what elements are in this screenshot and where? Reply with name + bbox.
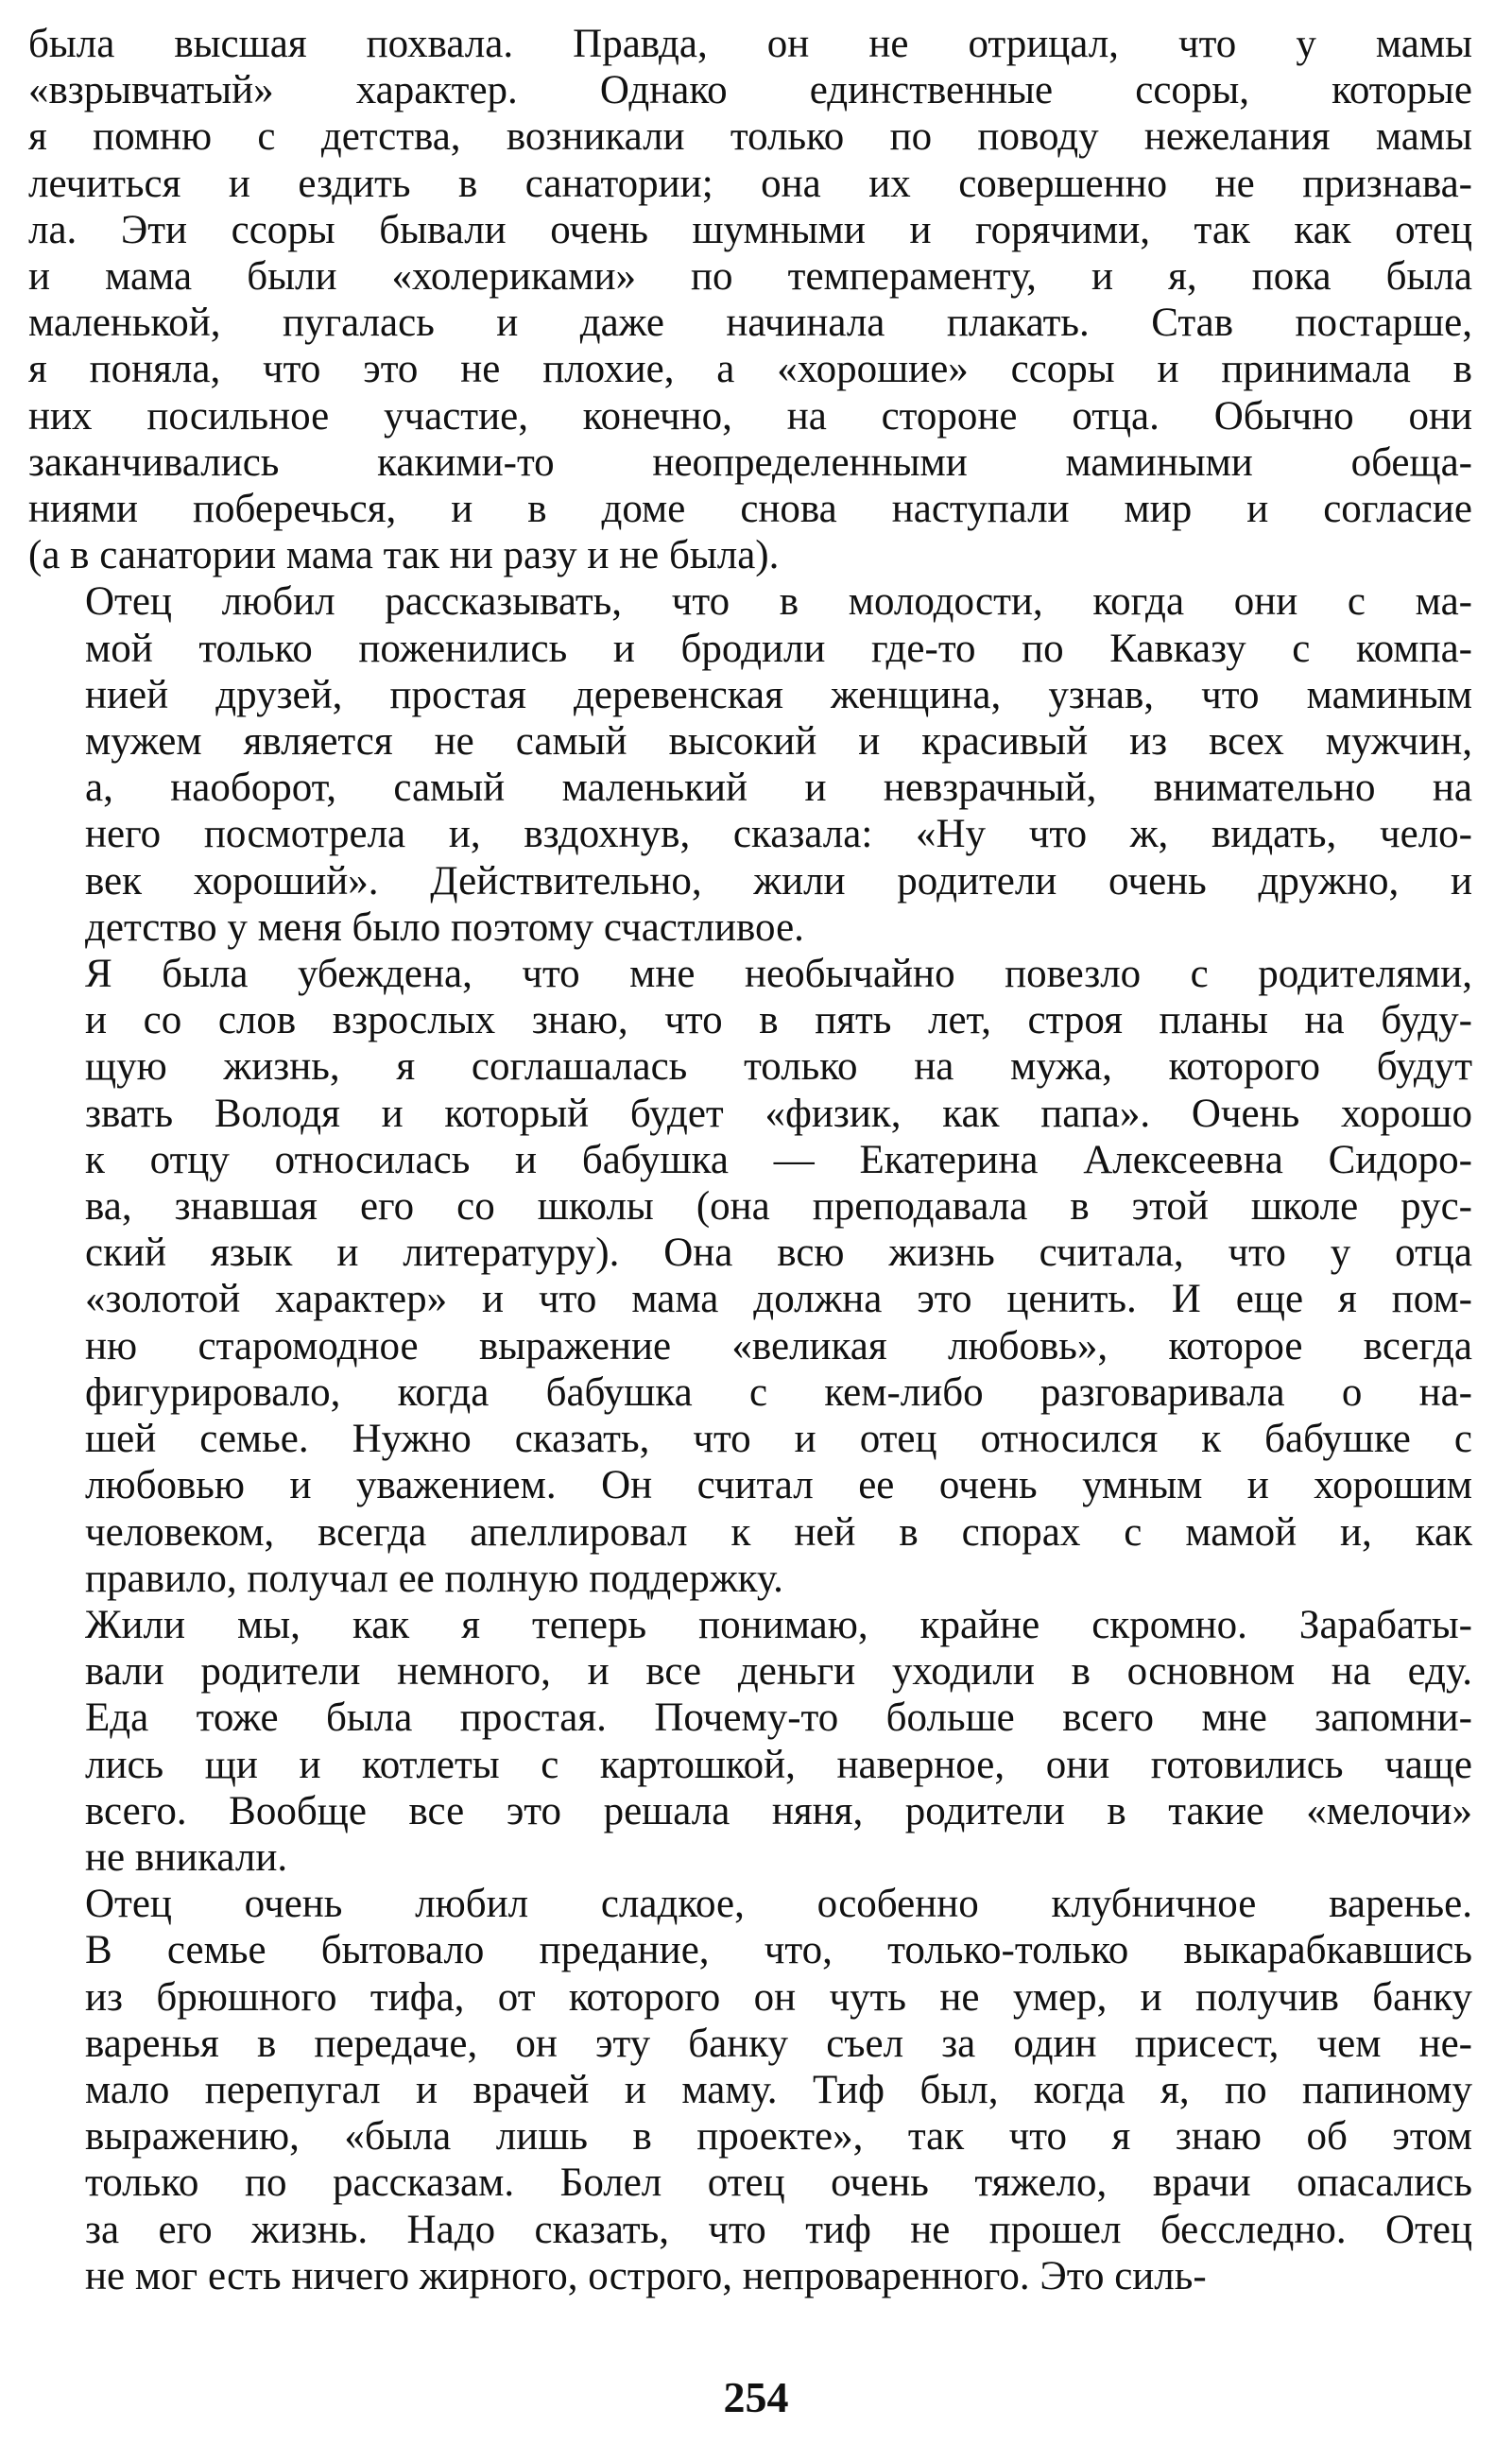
- text-line: ла. Эти ссоры бывали очень шумными и горячими, так как отец: [28, 207, 1472, 252]
- text-line: Я была убеждена, что мне необычайно повезло с родителями,: [85, 952, 1472, 997]
- text-line: всего. Вообще все это решала няня, родители в такие «мелочи»: [85, 1788, 1472, 1833]
- paragraph: [28, 1602, 1472, 1881]
- text-line: вали родители немного, и все деньги уходили в основном на еду.: [85, 1649, 1472, 1695]
- text-line: и со слов взрослых знаю, что в пять лет, строя планы на буду-: [85, 998, 1472, 1043]
- text-line: лечиться и ездить в санатории; она их совершенно не признава-: [28, 161, 1472, 206]
- text-line: к отцу относилась и бабушка — Екатерина Алексеевна Сидоро-: [85, 1137, 1472, 1182]
- text-line: не мог есть ничего жирного, острого, непроваренного. Это силь-: [85, 2253, 1207, 2298]
- text-line: варенья в передаче, он эту банку съел за один присест, чем не-: [85, 2021, 1472, 2066]
- text-line: В семье бытовало предание, что, только-только выкарабкавшись: [85, 1928, 1472, 1973]
- text-line: ниями поберечься, и в доме снова наступали мир и согласие: [28, 487, 1472, 532]
- text-line: выражению, «была лишь в проекте», так что я знаю об этом: [85, 2114, 1472, 2160]
- text-line: правило, получал ее полную поддержку.: [85, 1556, 783, 1601]
- text-line: мужем является не самый высокий и красивый из всех мужчин,: [85, 719, 1472, 765]
- text-line: Еда тоже была простая. Почему-то больше всего мне запомни-: [85, 1695, 1472, 1741]
- text-line: Отец любил рассказывать, что в молодости, когда они с ма-: [85, 579, 1472, 625]
- text-line: и мама были «холериками» по темпераменту, и я, пока была: [28, 254, 1472, 300]
- text-line: маленькой, пугалась и даже начинала плакать. Став постарше,: [28, 301, 1472, 346]
- text-line: я помню с детства, возникали только по поводу нежелания мамы: [28, 114, 1472, 160]
- document-page: [28, 21, 1472, 2299]
- text-line: Отец очень любил сладкое, особенно клубничное варенье.: [85, 1882, 1472, 1927]
- text-line: мой только поженились и бродили где-то по Кавказу с компа-: [85, 626, 1472, 671]
- text-line: Жили мы, как я теперь понимаю, крайне скромно. Зарабаты-: [85, 1602, 1472, 1647]
- text-line: них посильное участие, конечно, на стороне отца. Обычно они: [28, 393, 1472, 439]
- text-line: ва, знавшая его со школы (она преподавала в этой школе рус-: [85, 1184, 1472, 1230]
- text-line: только по рассказам. Болел отец очень тяжело, врачи опасались: [85, 2160, 1472, 2206]
- text-line: ню старомодное выражение «великая любовь», которое всегда: [85, 1323, 1472, 1368]
- paragraph: [28, 21, 1472, 578]
- text-line: детство у меня было поэтому счастливое.: [85, 904, 804, 950]
- text-line: шей семье. Нужно сказать, что и отец относился к бабушке с: [85, 1417, 1472, 1462]
- page-number: 254: [723, 2373, 789, 2421]
- text-line: мало перепугал и врачей и маму. Тиф был, когда я, по папиному: [85, 2067, 1472, 2112]
- text-line: звать Володя и который будет «физик, как папа». Очень хорошо: [85, 1091, 1472, 1136]
- text-line: из брюшного тифа, от которого он чуть не умер, и получив банку: [85, 1974, 1472, 2020]
- text-line: щую жизнь, я соглашалась только на мужа, которого будут: [85, 1044, 1472, 1090]
- text-line: не вникали.: [85, 1834, 288, 1880]
- text-line: фигурировало, когда бабушка с кем-либо разговаривала о на-: [85, 1369, 1472, 1415]
- text-line: была высшая похвала. Правда, он не отрицал, что у мамы: [28, 22, 1472, 66]
- text-line: человеком, всегда апеллировал к ней в спорах с мамой и, как: [85, 1509, 1472, 1555]
- text-line: «взрывчатый» характер. Однако единственные ссоры, которые: [28, 68, 1472, 113]
- text-line: лись щи и котлеты с картошкой, наверное, они готовились чаще: [85, 1742, 1472, 1787]
- text-line: а, наоборот, самый маленький и невзрачный, внимательно на: [85, 766, 1472, 811]
- text-line: за его жизнь. Надо сказать, что тиф не прошел бесследно. Отец: [85, 2207, 1472, 2252]
- text-line: любовью и уважением. Он считал ее очень умным и хорошим: [85, 1463, 1472, 1508]
- paragraph: [28, 951, 1472, 1602]
- paragraph: [28, 578, 1472, 951]
- text-line: «золотой характер» и что мама должна это ценить. И еще я пом-: [85, 1277, 1472, 1322]
- text-line: нией друзей, простая деревенская женщина, узнав, что маминым: [85, 672, 1472, 717]
- paragraph: [28, 1881, 1472, 2299]
- text-line: заканчивались какими-то неопределенными мамиными обеща-: [28, 439, 1472, 485]
- text-line: я поняла, что это не плохие, а «хорошие» ссоры и принимала в: [28, 347, 1472, 392]
- text-line: него посмотрела и, вздохнув, сказала: «Ну что ж, видать, чело-: [85, 812, 1472, 857]
- text-line: ский язык и литературу). Она всю жизнь считала, что у отца: [85, 1230, 1472, 1276]
- text-line: (а в санатории мама так ни разу и не была).: [28, 533, 780, 578]
- text-line: век хороший». Действительно, жили родители очень дружно, и: [85, 858, 1472, 904]
